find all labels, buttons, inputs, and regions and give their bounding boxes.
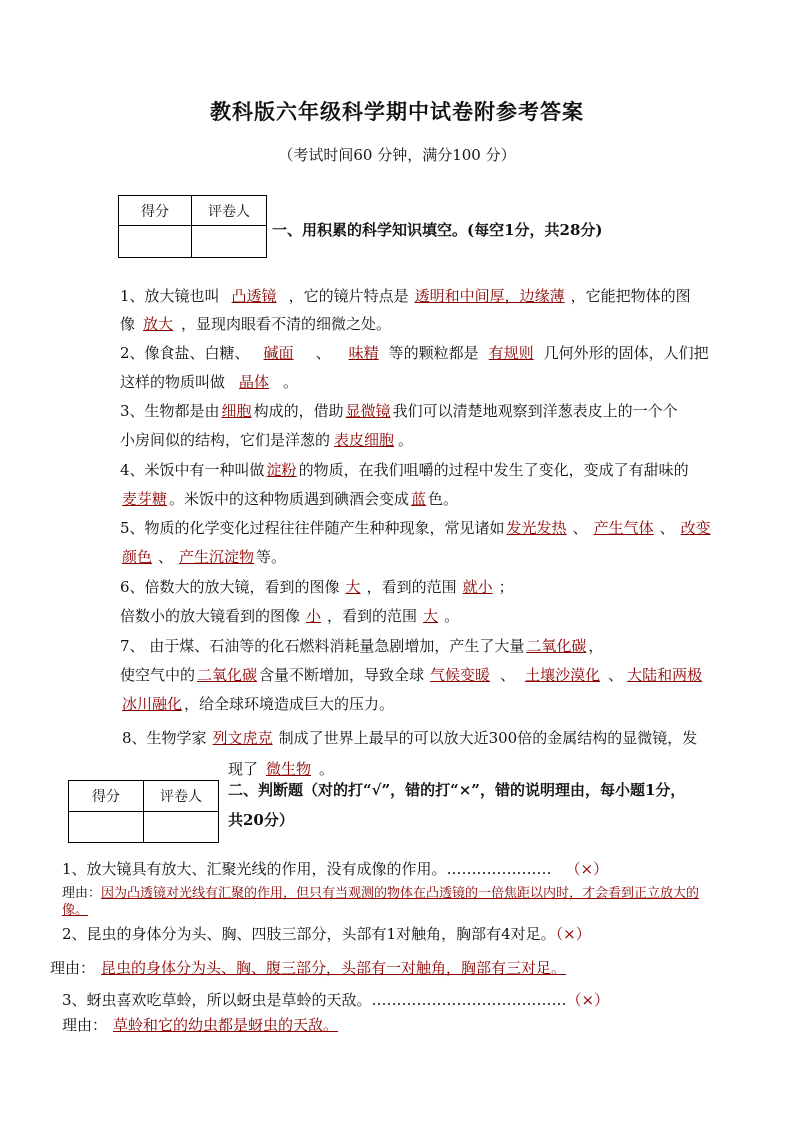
- q6-text: 倍数小的放大镜看到的图像: [120, 607, 301, 625]
- section2-heading-line2: 共20分）: [228, 811, 294, 829]
- judge-question: 3、蚜虫喜欢吃草蛉，所以蚜虫是草蛉的天敌。…………………………………: [62, 991, 567, 1009]
- q7-text: ，: [588, 637, 604, 655]
- q5-text: 等。: [256, 548, 287, 566]
- q3-text: 。: [398, 431, 414, 449]
- judge-mark: （×）: [565, 860, 609, 878]
- q6-text: ；: [498, 578, 514, 596]
- q7-line2: [120, 665, 750, 685]
- q5-line1: [120, 518, 750, 538]
- q1-text: 1、放大镜也叫: [120, 287, 220, 305]
- q4-text: 。米饭中的这种物质遇到碘酒会变成: [169, 490, 410, 508]
- q1-text: ，它的镜片特点是: [288, 287, 409, 305]
- judge-question: 2、昆虫的身体分为头、胸、四肢三部分，头部有1对触角，胸部有4对足。: [62, 925, 556, 943]
- q5-line2: [120, 547, 750, 567]
- q3-text: 小房间似的结构，它们是洋葱的: [120, 431, 331, 449]
- score-box-1: [118, 195, 267, 258]
- answer: 碱面: [263, 344, 294, 362]
- q2-text: 几何外形的固体，人们把: [543, 344, 709, 362]
- q6-text: ，看到的范围: [366, 578, 457, 596]
- q1-text: ，它能把物体的图: [570, 287, 691, 305]
- score-label: 得分: [69, 781, 144, 812]
- q3-text: 3、生物都是由: [120, 402, 220, 420]
- q7-text: 、: [608, 666, 624, 684]
- q6-line1: [120, 577, 750, 597]
- answer: 放大: [143, 315, 174, 333]
- q1-line1: [120, 286, 750, 306]
- q6-text: 6、倍数大的放大镜，看到的图像: [120, 578, 340, 596]
- answer: 大陆和两极: [627, 666, 703, 684]
- answer: 产生气体: [593, 519, 654, 537]
- q6-text: ，看到的范围: [327, 607, 418, 625]
- answer: 蓝: [411, 490, 427, 508]
- q4-text: 色。: [428, 490, 459, 508]
- q8-text: 8、生物学家: [122, 729, 207, 747]
- answer: 凸透镜: [231, 287, 277, 305]
- q7-text: 7、 由于煤、石油等的化石燃料消耗量急剧增加，产生了大量: [120, 637, 525, 655]
- judge-3: [62, 989, 609, 1010]
- q5-text: 、: [659, 519, 675, 537]
- q5-text: 、: [158, 548, 174, 566]
- judge-question: 1、放大镜具有放大、汇聚光线的作用，没有成像的作用。…………………: [62, 860, 552, 878]
- q2-line2: [120, 372, 750, 392]
- answer: 晶体: [239, 373, 270, 391]
- q5-text: 、: [572, 519, 588, 537]
- answer: 麦芽糖: [122, 490, 168, 508]
- grader-cell: [144, 812, 219, 843]
- reason-answer: 昆虫的身体分为头、胸、腹三部分，头部有一对触角，胸部有三对足。: [101, 959, 567, 977]
- q2-text: 。: [283, 373, 299, 391]
- reason-label: 理由：: [62, 886, 102, 901]
- q7-text: 、: [500, 666, 516, 684]
- q2-line1: [120, 343, 750, 363]
- q6-line2: [120, 606, 750, 626]
- section2-heading-line1: 二、判断题（对的打“√”，错的打“×”，错的说明理由，每小题1分，: [228, 781, 686, 799]
- score-label: 得分: [119, 196, 192, 226]
- q1-line2: [120, 314, 750, 334]
- page-title: 教科版六年级科学期中试卷附参考答案: [210, 99, 584, 124]
- q7-line1: [120, 636, 750, 656]
- answer: 冰川融化: [122, 695, 183, 713]
- judge-mark: （×）: [555, 925, 591, 943]
- q8-text: 制成了世界上最早的可以放大近300倍的金属结构的显微镜，发: [278, 729, 698, 747]
- judge-3-reason: [62, 1014, 344, 1035]
- score-cell: [69, 812, 144, 843]
- answer: 气候变暖: [430, 666, 491, 684]
- answer: 土壤沙漠化: [525, 666, 601, 684]
- grader-label: 评卷人: [192, 196, 267, 226]
- q3-line2: [120, 430, 750, 450]
- grader-label: 评卷人: [144, 781, 219, 812]
- reason-answer: 像。: [62, 903, 89, 918]
- q2-text: 2、像食盐、白糖、: [120, 344, 250, 362]
- score-cell: [119, 226, 192, 258]
- judge-2-reason: [50, 957, 572, 978]
- answer: 颜色: [122, 548, 153, 566]
- judge-2: [62, 923, 591, 944]
- judge-mark: （×）: [566, 991, 610, 1009]
- answer: 列文虎克: [212, 729, 273, 747]
- reason-answer: 草蛉和它的幼虫都是蚜虫的天敌。: [113, 1016, 339, 1034]
- q1-text: ，显现肉眼看不清的细微之处。: [181, 315, 392, 333]
- section1-heading: 一、用积累的科学知识填空。(每空1分，共28分): [272, 221, 603, 239]
- q2-text: 等的颗粒都是: [388, 344, 479, 362]
- q4-text: 4、米饭中有一种叫做: [120, 461, 265, 479]
- judge-1-reason-line2: [62, 903, 88, 919]
- q5-text: 5、物质的化学变化过程往往伴随产生种种现象，常见诸如: [120, 519, 505, 537]
- reason-label: 理由：: [62, 1016, 108, 1034]
- answer: 表皮细胞: [334, 431, 395, 449]
- q4-line2: [120, 489, 750, 509]
- reason-answer: 因为凸透镜对光线有汇聚的作用，但只有当观测的物体在凸透镜的一倍焦距以内时，才会看到正立放大的: [101, 886, 700, 901]
- answer: 就小: [462, 578, 493, 596]
- score-box-2: [68, 780, 219, 843]
- answer: 微生物: [266, 760, 312, 778]
- answer: 显微镜: [345, 402, 391, 420]
- q8-line1: [122, 728, 752, 748]
- q3-text: 我们可以清楚地观察到洋葱表皮上的一个个: [392, 402, 678, 420]
- answer: 淀粉: [266, 461, 297, 479]
- answer: 细胞: [221, 402, 252, 420]
- answer: 透明和中间厚，边缘薄: [414, 287, 565, 305]
- q7-line3: [120, 694, 750, 714]
- q8-text: 。: [319, 760, 335, 778]
- q4-line1: [120, 460, 750, 480]
- q1-text: 像: [120, 315, 136, 333]
- answer: 二氧化碳: [197, 666, 258, 684]
- q7-text: 含量不断增加，导致全球: [259, 666, 425, 684]
- answer: 发光发热: [506, 519, 567, 537]
- q2-text: 这样的物质叫做: [120, 373, 226, 391]
- q7-text: ，给全球环境造成巨大的压力。: [184, 695, 395, 713]
- answer: 大: [423, 607, 439, 625]
- q6-text: 。: [444, 607, 460, 625]
- q7-text: 使空气中的: [120, 666, 196, 684]
- answer: 产生沉淀物: [179, 548, 255, 566]
- q8-text: 现了: [228, 760, 259, 778]
- answer: 有规则: [488, 344, 534, 362]
- answer: 二氧化碳: [526, 637, 587, 655]
- q4-text: 的物质，在我们咀嚼的过程中发生了变化，变成了有甜味的: [298, 461, 689, 479]
- answer: 小: [306, 607, 322, 625]
- q3-text: 构成的，借助: [253, 402, 344, 420]
- answer: 大: [345, 578, 361, 596]
- q2-text: 、: [315, 344, 331, 362]
- reason-label: 理由：: [50, 959, 96, 977]
- grader-cell: [192, 226, 267, 258]
- q3-line1: [120, 401, 750, 421]
- judge-1-reason-line1: [62, 886, 699, 902]
- answer: 改变: [680, 519, 711, 537]
- answer: 味精: [348, 344, 379, 362]
- exam-info: （考试时间60 分钟，满分100 分）: [278, 146, 516, 164]
- judge-1: [62, 858, 608, 879]
